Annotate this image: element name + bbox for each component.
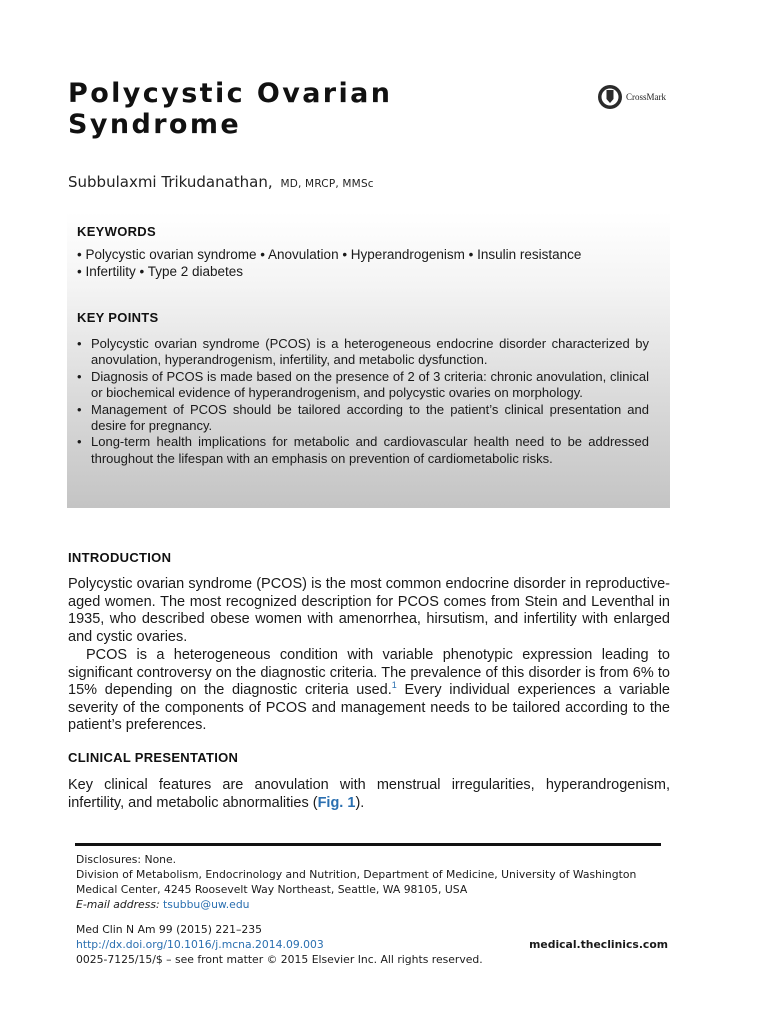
- copyright: 0025-7125/15/$ – see front matter © 2015 Elsevier Inc. All rights reserved.: [76, 953, 483, 966]
- paragraph-text: Key clinical features are anovulation with menstrual irregularities, hyperandrogenism, infertility, and metabolic abnormalities (: [68, 777, 670, 811]
- author-name: Subbulaxmi Trikudanathan,: [68, 173, 273, 191]
- citation-block: [76, 922, 668, 967]
- crossmark-icon: [597, 84, 623, 110]
- key-point-text: Management of PCOS should be tailored according to the patient’s clinical presentation and desire for pregnancy.: [91, 401, 649, 434]
- crossmark-badge[interactable]: [597, 84, 666, 110]
- title-line-2: Syndrome: [68, 109, 242, 140]
- key-point-text: Long-term health implications for metabolic and cardiovascular health need to be addressed throughout the lifespan with an emphasis on prevention of cardiometabolic risks.: [91, 434, 649, 466]
- key-point-item: [77, 369, 649, 402]
- introduction-paragraph-2: [68, 647, 670, 735]
- key-point-item: [77, 434, 649, 467]
- email-label: E-mail address:: [76, 898, 160, 911]
- journal-citation: Med Clin N Am 99 (2015) 221–235: [76, 923, 263, 936]
- clinical-paragraph: [68, 777, 670, 812]
- paragraph-text: ).: [355, 794, 365, 811]
- figure-link[interactable]: Fig. 1: [317, 794, 356, 811]
- keywords-heading: KEYWORDS: [77, 224, 156, 239]
- author-credentials: MD, MRCP, MMSc: [280, 178, 374, 190]
- crossmark-label: CrossMark: [626, 92, 666, 102]
- author-line: [68, 173, 374, 191]
- key-point-item: [77, 336, 649, 369]
- keywords-line: • Infertility • Type 2 diabetes: [77, 264, 244, 279]
- site-url[interactable]: medical.theclinics.com: [529, 938, 668, 951]
- email-link[interactable]: tsubbu@uw.edu: [163, 898, 250, 911]
- affiliation: Division of Metabolism, Endocrinology and Nutrition, Department of Medicine, University of Washington Medical Center, 4245 Roosevelt Way Northeast, Seattle, WA 98105, USA: [76, 868, 637, 896]
- title-line-1: Polycystic Ovarian: [68, 78, 393, 109]
- key-points-heading: KEY POINTS: [77, 310, 159, 325]
- keywords-line: • Polycystic ovarian syndrome • Anovulation • Hyperandrogenism • Insulin resistance: [77, 247, 582, 262]
- key-point-text: Polycystic ovarian syndrome (PCOS) is a heterogeneous endocrine disorder characterized by anovulation, hyperandrogenism, infertility, and metabolic dysfunction.: [91, 336, 649, 368]
- introduction-paragraph-1: Polycystic ovarian syndrome (PCOS) is the most common endocrine disorder in reproductive-aged women. The most recognized description for PCOS comes from Stein and Leventhal in 1935, who described obese women with amenorrhea, hirsutism, and infertility with enlarged and cystic ovaries.: [68, 576, 670, 645]
- footer-divider: [75, 843, 661, 846]
- clinical-presentation-heading: CLINICAL PRESENTATION: [68, 750, 239, 765]
- doi-link[interactable]: http://dx.doi.org/10.1016/j.mcna.2014.09.003: [76, 938, 324, 951]
- key-point-item: [77, 402, 649, 435]
- email-line: [76, 897, 668, 912]
- keywords-keypoints-box: [67, 212, 670, 508]
- disclosures: Disclosures: None.: [76, 853, 177, 866]
- key-points-list: [77, 336, 649, 467]
- footnotes: [76, 852, 668, 912]
- reference-link[interactable]: 1: [391, 680, 397, 691]
- bullet-icon: •: [77, 434, 82, 450]
- keywords-list: [77, 246, 667, 280]
- bullet-icon: •: [77, 401, 82, 417]
- introduction-heading: INTRODUCTION: [68, 550, 172, 565]
- article-title: [68, 78, 528, 140]
- doi-line: [76, 937, 668, 952]
- paragraph-text: Every individual experiences a variable severity of the components of PCOS and management needs to be tailored according to the patient’s preferences.: [68, 682, 671, 734]
- key-point-text: Diagnosis of PCOS is made based on the presence of 2 of 3 criteria: chronic anovulation, clinical or biochemical evidence of hyperandrogenism, and polycystic ovaries on morphology.: [91, 368, 649, 401]
- bullet-icon: •: [77, 368, 82, 384]
- paragraph-text: PCOS is a heterogeneous condition with variable phenotypic expression leading to significant controversy on the diagnostic criteria. The prevalence of this disorder is from 6% to 15% depending on the diagnostic criteria used.: [68, 647, 670, 699]
- bullet-icon: •: [77, 336, 82, 351]
